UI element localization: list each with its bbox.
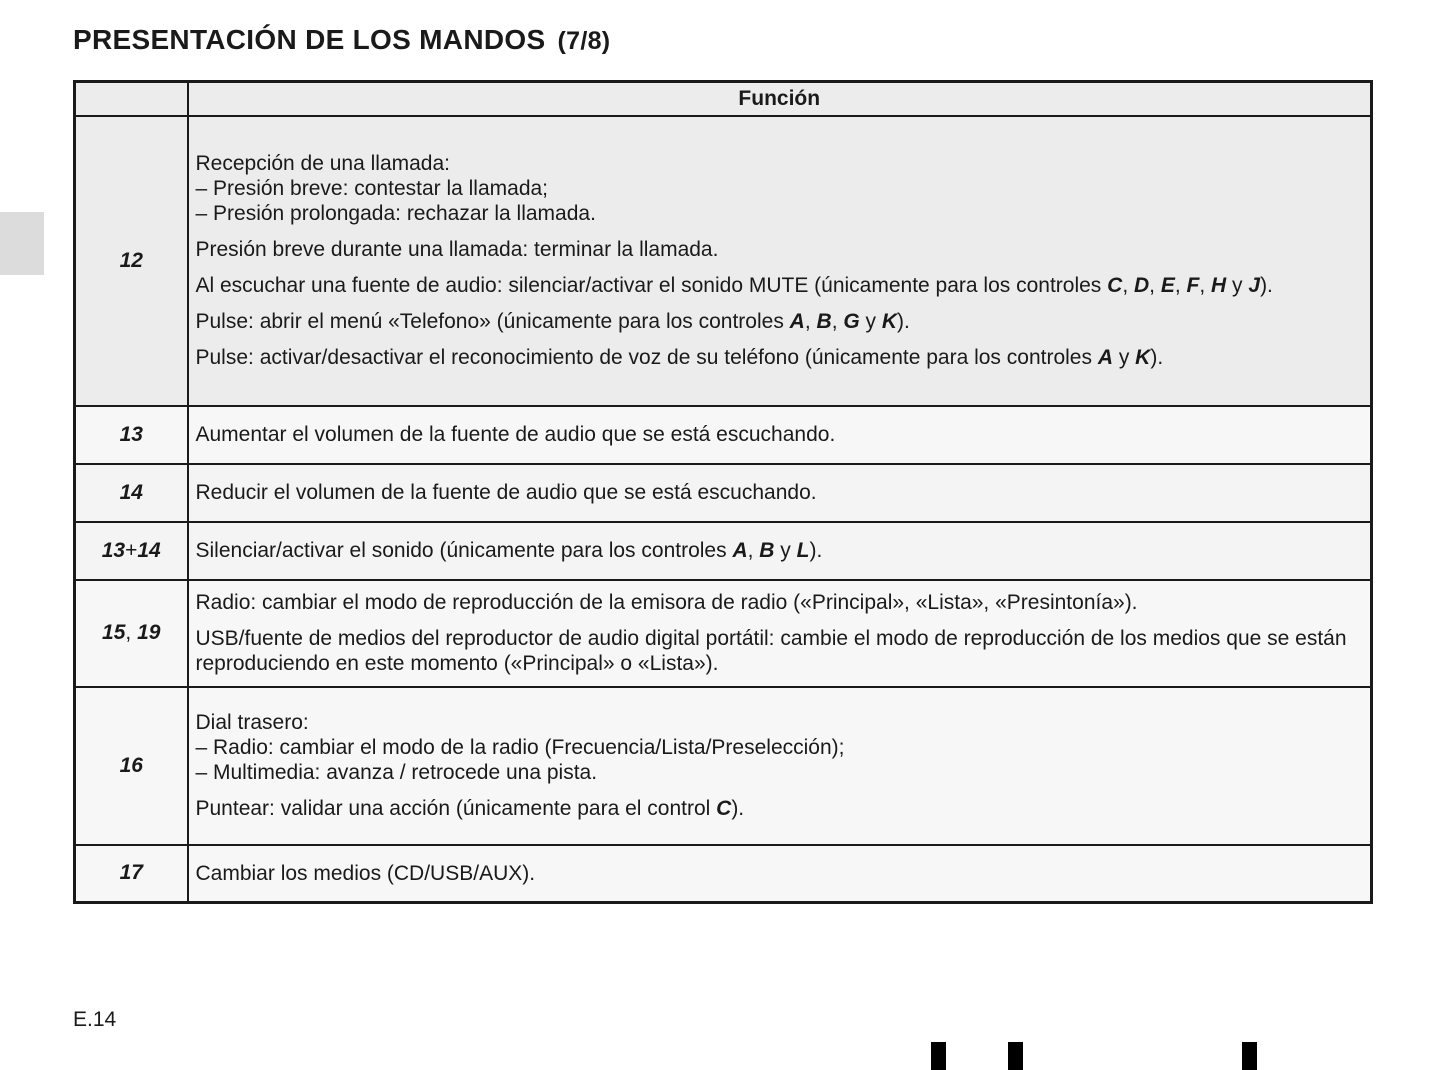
separator: y bbox=[1226, 274, 1249, 297]
control-number bbox=[75, 522, 188, 580]
text-line: – Radio: cambiar el modo de la radio (Frecuencia/Lista/Preselección); bbox=[195, 736, 845, 759]
paragraph-call-reception bbox=[196, 151, 1365, 226]
separator: ). bbox=[809, 539, 823, 562]
controls-table bbox=[73, 80, 1373, 904]
paragraph-radio-mode: Radio: cambiar el modo de reproducción de la emisora de radio («Principal», «Lista», «Presintonía»). bbox=[195, 591, 1138, 614]
table-header-row bbox=[75, 82, 1372, 116]
separator: ). bbox=[731, 797, 745, 820]
separator: , bbox=[1122, 274, 1134, 297]
title-part: (7/8) bbox=[557, 27, 611, 55]
control-letter: J bbox=[1248, 274, 1261, 297]
text-line: Silenciar/activar el sonido (únicamente para los controles bbox=[195, 539, 733, 562]
control-letter: F bbox=[1186, 274, 1200, 297]
control-letter: C bbox=[1107, 274, 1123, 297]
control-letter: D bbox=[1134, 274, 1150, 297]
text-line: Recepción de una llamada: bbox=[195, 152, 451, 175]
control-letter: K bbox=[1135, 346, 1151, 369]
text-line: Pulse: abrir el menú «Telefono» (únicamente para los controles bbox=[195, 310, 790, 333]
separator: , bbox=[747, 539, 760, 562]
separator: y bbox=[1113, 346, 1136, 369]
separator: y bbox=[774, 539, 797, 562]
function-description: Aumentar el volumen de la fuente de audio que se está escuchando. bbox=[188, 406, 1372, 464]
control-letter: L bbox=[796, 539, 810, 562]
paragraph-usb-mode: USB/fuente de medios del reproductor de audio digital portátil: cambie el modo de reproducción de los medios que se están reproduciendo en este momento («Principal» o «Lista»). bbox=[195, 627, 1347, 675]
number-part: 14 bbox=[137, 538, 161, 562]
function-description bbox=[188, 116, 1372, 406]
control-letter: E bbox=[1160, 274, 1175, 297]
table-row bbox=[75, 406, 1372, 464]
crop-mark bbox=[931, 1042, 946, 1070]
function-description: Cambiar los medios (CD/USB/AUX). bbox=[188, 845, 1372, 903]
text-line: Al escuchar una fuente de audio: silenciar/activar el sonido MUTE (únicamente para los controles bbox=[195, 274, 1108, 297]
table-row bbox=[75, 116, 1372, 406]
control-letter: G bbox=[843, 310, 860, 333]
control-letter: A bbox=[732, 539, 748, 562]
control-number: 17 bbox=[75, 845, 188, 903]
number-part: 13 bbox=[101, 538, 126, 562]
header-number-cell bbox=[75, 82, 188, 116]
control-letter: A bbox=[789, 310, 805, 333]
header-function-cell: Función bbox=[188, 82, 1372, 116]
paragraph-validate bbox=[196, 796, 1365, 821]
control-number bbox=[75, 580, 188, 687]
separator: , bbox=[1174, 274, 1187, 297]
section-tab-marker bbox=[0, 212, 44, 275]
separator: ). bbox=[1260, 274, 1273, 297]
table-row bbox=[75, 845, 1372, 903]
function-description bbox=[188, 687, 1372, 845]
number-separator: , bbox=[125, 621, 138, 644]
text-line: Puntear: validar una acción (únicamente para el control bbox=[195, 797, 717, 820]
crop-mark bbox=[1242, 1042, 1257, 1070]
table-row bbox=[75, 687, 1372, 845]
separator: y bbox=[859, 310, 882, 333]
separator: , bbox=[1149, 274, 1161, 297]
paragraph-mute bbox=[196, 273, 1365, 298]
control-number: 16 bbox=[75, 687, 188, 845]
separator: , bbox=[804, 310, 817, 333]
text-line: – Multimedia: avanza / retrocede una pista. bbox=[195, 761, 598, 784]
paragraph-voice-recognition bbox=[196, 345, 1365, 370]
table-row bbox=[75, 580, 1372, 687]
number-part: 15 bbox=[102, 621, 126, 644]
title-main: PRESENTACIÓN DE LOS MANDOS bbox=[73, 24, 546, 55]
paragraph-end-call: Presión breve durante una llamada: terminar la llamada. bbox=[195, 238, 719, 261]
control-number: 14 bbox=[75, 464, 188, 522]
page-number: E.14 bbox=[73, 1008, 117, 1031]
function-description bbox=[188, 580, 1372, 687]
number-plus: + bbox=[125, 538, 138, 562]
separator: ). bbox=[1150, 346, 1164, 369]
separator: ). bbox=[897, 310, 910, 333]
table-row bbox=[75, 522, 1372, 580]
text-line: Pulse: activar/desactivar el reconocimiento de voz de su teléfono (únicamente para los controles bbox=[195, 346, 1098, 369]
number-part: 19 bbox=[137, 621, 161, 644]
control-letter: H bbox=[1211, 274, 1227, 297]
control-number: 13 bbox=[75, 406, 188, 464]
separator: , bbox=[831, 310, 844, 333]
control-letter: B bbox=[759, 539, 775, 562]
paragraph-rear-dial bbox=[196, 710, 1365, 785]
text-line: – Presión prolongada: rechazar la llamada. bbox=[195, 202, 596, 225]
table-row bbox=[75, 464, 1372, 522]
crop-mark bbox=[1008, 1042, 1023, 1070]
control-letter: A bbox=[1097, 346, 1113, 369]
text-line: Dial trasero: bbox=[195, 711, 309, 734]
separator: , bbox=[1199, 274, 1212, 297]
paragraph-phone-menu bbox=[196, 309, 1365, 334]
function-description bbox=[188, 522, 1372, 580]
control-letter: C bbox=[716, 797, 732, 820]
text-line: – Presión breve: contestar la llamada; bbox=[195, 177, 549, 200]
control-letter: B bbox=[816, 310, 832, 333]
page-title bbox=[73, 24, 610, 56]
control-number: 12 bbox=[75, 116, 188, 406]
control-letter: K bbox=[881, 310, 898, 333]
function-description: Reducir el volumen de la fuente de audio que se está escuchando. bbox=[188, 464, 1372, 522]
